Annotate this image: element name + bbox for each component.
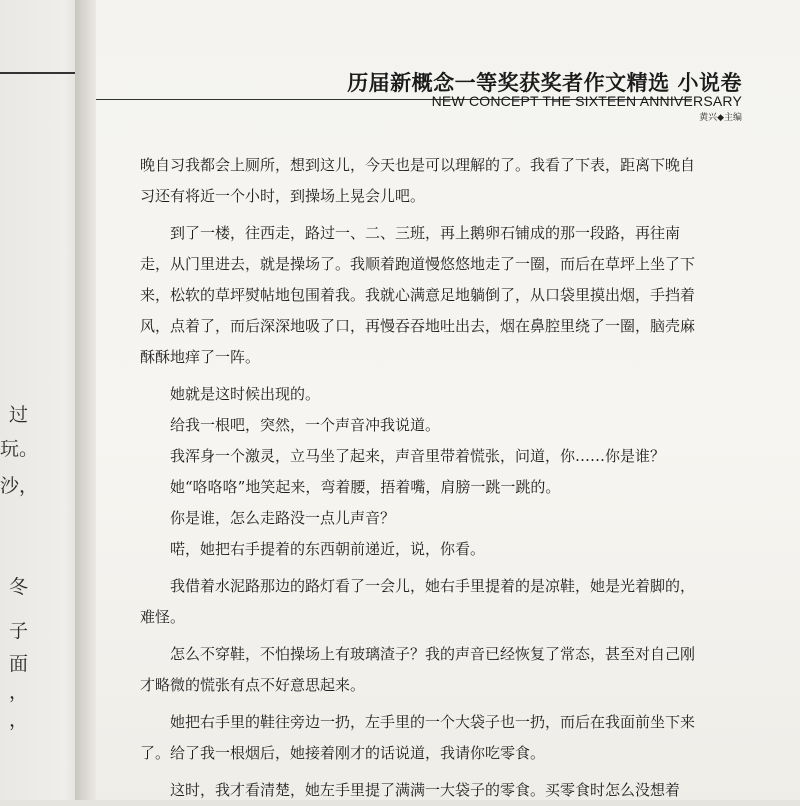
paragraph: 晚自习我都会上厕所，想到这儿，今天也是可以理解的了。我看了下表，距离下晚自习还有将近一个小时，到操场上晃会儿吧。 — [140, 156, 696, 205]
left-fragment: 子 — [8, 620, 28, 642]
paragraph: 喏，她把右手提着的东西朝前递近，说，你看。 — [170, 540, 486, 558]
paragraph: 她“咯咯咯”地笑起来，弯着腰，捂着嘴，肩膀一跳一跳的。 — [170, 478, 561, 496]
book-subtitle: NEW CONCEPT THE SIXTEEN ANNIVERSARY — [431, 93, 742, 109]
left-fragment: 面 — [8, 653, 28, 675]
book-editor: 黄兴◆主编 — [699, 113, 742, 123]
left-fragment: ， — [8, 709, 28, 731]
paragraph: 她就是这时候出现的。 — [170, 385, 321, 403]
left-fragment: 冬 — [8, 576, 28, 598]
paragraph: 她把右手里的鞋往旁边一扔，左手里的一个大袋子也一扔，而后在我面前坐下来了。给了我一根烟后，她接着刚才的话说道，我请你吃零食。 — [140, 713, 696, 762]
paragraph: 你是谁，怎么走路没一点儿声音？ — [170, 509, 396, 527]
paragraph: 怎么不穿鞋，不怕操场上有玻璃渣子？我的声音已经恢复了常态，甚至对自己刚才略微的慌张有点不好意思起来。 — [140, 645, 696, 694]
left-fragment: 过 — [8, 404, 28, 426]
left-header-rule — [0, 72, 75, 74]
paragraph: 我借着水泥路那边的路灯看了一会儿，她右手里提着的是凉鞋，她是光着脚的，难怪。 — [140, 577, 696, 626]
paragraph: 给我一根吧，突然，一个声音冲我说道。 — [170, 416, 441, 434]
paragraph: 我浑身一个激灵，立马坐了起来，声音里带着慌张，问道，你……你是谁？ — [170, 447, 666, 465]
left-fragment: ， — [8, 681, 28, 703]
left-fragment: 玩。 — [0, 438, 39, 460]
story-body — [140, 150, 700, 806]
paragraph: 这时，我才看清楚，她左手里提了满满一大袋子的零食。买零食时怎么没想着 — [170, 781, 681, 799]
paragraph: 到了一楼，往西走，路过一、二、三班，再上鹅卵石铺成的那一段路，再往南走，从门里进去，就是操场了。我顺着跑道慢悠悠地走了一圈，而后在草坪上坐了下来，松软的草坪熨帖地包围着我。我就心满意足地躺倒了，从口袋里摸出烟，手挡着风，点着了，而后深深地吸了口，再慢吞吞地吐出去，烟在鼻腔里绕了一圈，脑壳麻酥酥地痒了一阵。 — [140, 224, 696, 366]
book-title: 历届新概念一等奖获奖者作文精选 小说卷 — [347, 71, 742, 95]
left-fragment: 沙， — [0, 475, 39, 497]
